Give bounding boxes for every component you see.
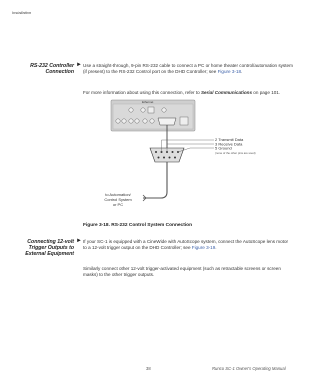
ethernet-label: Ethernet (142, 100, 154, 104)
ethernet-port-icon (148, 107, 154, 113)
rs232-para1-text: Use a straight-through, 9-pin RS-232 cable to connect a PC or home theater control/automation system (if present) to the RS-232 Control port on the DHD Controller; see (83, 63, 293, 75)
pin-icon (172, 151, 174, 153)
pin-icon (163, 157, 165, 159)
page-number: 38 (146, 366, 151, 371)
trigger-heading-line2: Trigger Outputs to (28, 245, 74, 251)
trigger-section-heading (6, 239, 74, 257)
power-socket-icon (180, 117, 188, 125)
serial-cable (143, 162, 167, 198)
to-automation-line3: or PC (112, 202, 124, 207)
manual-title: Runco SC-1 Owner's Operating Manual (212, 366, 286, 371)
rs232-para1-end: . (241, 69, 243, 75)
serial-communications-link[interactable]: Serial Communications (200, 90, 253, 95)
figure-caption: Figure 3-18. RS-232 Control System Connection (83, 223, 193, 228)
trigger-paragraph-1 (83, 239, 293, 251)
pin5-label: 5 Ground (215, 145, 232, 151)
jack-icon (141, 108, 145, 112)
jack-icon (135, 119, 139, 123)
pin-icon (174, 157, 176, 159)
pin-note: (none of the other pins are used) (215, 151, 256, 155)
pin-icon (158, 157, 160, 159)
rs232-heading-line2: Connection (45, 69, 74, 75)
jack-icon (129, 108, 133, 112)
trigger-heading-line1: Connecting 12-volt (27, 239, 74, 245)
jack-icon (162, 108, 166, 112)
pin-icon (169, 157, 171, 159)
rs232-heading-line1: RS-232 Controller (30, 63, 74, 69)
to-automation-line2: Control System (104, 197, 132, 202)
pin2-label: 2 Transmit Data (215, 137, 244, 143)
section-arrow-icon: ► (76, 238, 82, 244)
jack-icon (116, 119, 120, 123)
jack-icon (122, 119, 126, 123)
trigger-heading-line3: External Equipment (25, 251, 74, 257)
figure-3-18-link[interactable]: Figure 3-18 (217, 69, 242, 75)
running-header: Installation (12, 10, 32, 15)
jack-icon (129, 119, 133, 123)
rs232-para2-end: on page 101. (252, 90, 281, 95)
jack-icon (143, 119, 147, 123)
rs232-para2-text: For more information about using this connection, refer to (83, 90, 201, 95)
trigger-para1-end: . (215, 245, 217, 251)
figure-3-19-link[interactable]: Figure 3-19 (191, 245, 216, 251)
pin3-label: 3 Receive Data (215, 141, 243, 147)
jack-icon (150, 119, 154, 123)
pin-icon (155, 151, 157, 153)
section-arrow-icon: ► (76, 62, 82, 68)
to-automation-line1: to Automation/ (105, 192, 131, 197)
trigger-para1-text: If your SC-1 is equipped with a CineWide with AutoScope system, connect the AutoScope lens motor to a 12-volt trigger output on the DHD Controller; see (83, 239, 289, 251)
trigger-paragraph-2: Similarly connect other 12-volt trigger-activated equipment (such as retractable screens or screen masks) to the other trigger outputs. (83, 266, 281, 278)
rs232-port-icon (158, 118, 176, 125)
